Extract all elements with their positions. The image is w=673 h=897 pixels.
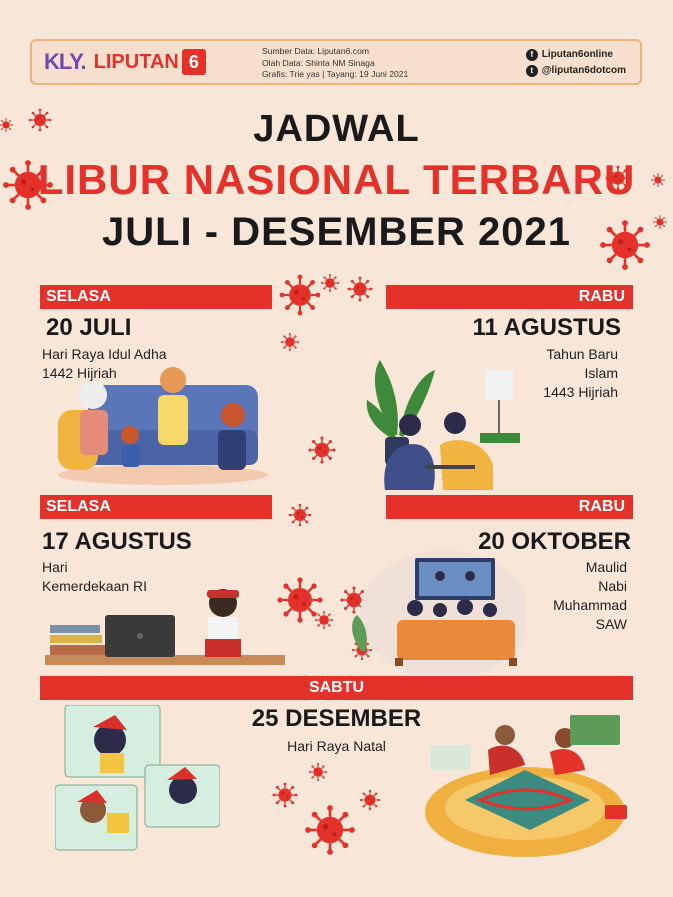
tv-family-illustration: [345, 540, 525, 675]
desc-line: Hari Raya Idul Adha: [42, 346, 167, 362]
credit-source: Sumber Data: Liputan6.com: [262, 46, 370, 56]
desc-line: 1443 Hijriah: [543, 384, 618, 400]
holiday-date-2: 11 AGUSTUS: [472, 314, 621, 341]
day-bar-3: SELASA: [40, 495, 272, 519]
credit-graphic: Grafis: Trie yas | Tayang: 19 Juni 2021: [262, 69, 409, 79]
desc-line: SAW: [595, 616, 627, 632]
video-call-illustration: [55, 705, 220, 855]
day-bar-5: SABTU: [40, 676, 633, 700]
social-links: [526, 47, 626, 79]
holiday-date-5: 25 DESEMBER: [251, 705, 422, 732]
student-illustration: [45, 585, 285, 670]
facebook-icon: f: [526, 49, 538, 61]
credit-data: Olah Data: Shinta NM Sinaga: [262, 57, 375, 68]
holiday-date-4: 20 OKTOBER: [478, 528, 631, 555]
twitter-handle[interactable]: @liputan6dotcom: [541, 65, 626, 76]
facebook-handle[interactable]: Liputan6online: [541, 49, 613, 60]
holiday-date-3: 17 AGUSTUS: [42, 528, 192, 555]
board-game-illustration: [420, 700, 635, 860]
desc-line: Maulid: [585, 559, 627, 575]
family-illustration: [48, 360, 278, 485]
day-bar-1: SELASA: [40, 285, 272, 309]
desc-line: Hari: [42, 559, 68, 575]
kly-logo: KLY.: [44, 49, 86, 74]
title-line-2: LIBUR NASIONAL TERBARU: [37, 156, 636, 203]
liputan-logo: LIPUTAN: [93, 50, 179, 73]
header-banner: [30, 39, 642, 85]
brand-logo: [44, 49, 206, 75]
holiday-desc-2: [543, 345, 618, 402]
title-line-1: JADWAL: [253, 108, 420, 150]
title-line-3: JULI - DESEMBER 2021: [101, 210, 572, 254]
holiday-date-1: 20 JULI: [46, 314, 132, 341]
desc-line: Muhammad: [553, 597, 627, 613]
desc-line: 1442 Hijriah: [42, 365, 117, 381]
desc-line: Nabi: [598, 578, 627, 594]
day-bar-2: RABU: [386, 285, 633, 309]
day-bar-4: RABU: [386, 495, 633, 519]
six-logo: 6: [182, 49, 206, 75]
credits: [262, 46, 408, 81]
desc-line: Kemerdekaan RI: [42, 578, 148, 594]
twitter-icon: t: [526, 65, 538, 77]
couple-illustration: [365, 355, 545, 495]
holiday-desc-4: [553, 558, 627, 634]
desc-line: Islam: [584, 365, 618, 381]
desc-line: Hari Raya Natal: [287, 738, 386, 754]
desc-line: Tahun Baru: [546, 346, 618, 362]
